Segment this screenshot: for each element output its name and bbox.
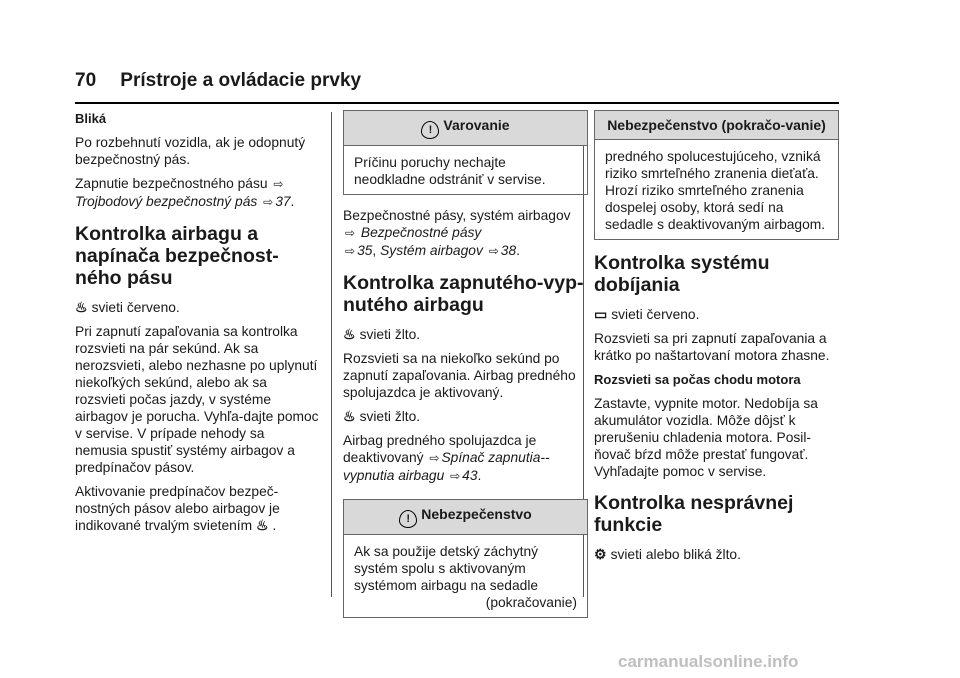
- section-heading: Kontrolka nesprávnej funkcie: [594, 492, 794, 536]
- warning-box: [343, 110, 588, 195]
- danger-title: Nebezpečenstvo (pokračo-vanie): [595, 111, 838, 140]
- paragraph: Bezpečnostné pásy, systém airbagov ⇨ Bezpečnostné pásy ⇨ 35, Systém airbagov ⇨ 38.: [343, 208, 571, 258]
- airbag-icon: ♨: [255, 517, 269, 533]
- danger-text: Ak sa použije detský záchytný systém spolu s aktivovaným systémom airbagu na sedadle: [354, 544, 539, 593]
- danger-text: predného spolucestujúceho, vzniká riziko smrteľného zranenia dieťaťa. Hrozí riziko smrteľného zranenia dospelej osoby, ktorá sedí na sedadle s deaktivovaným airbagom.: [605, 149, 826, 232]
- warning-icon: !: [399, 510, 417, 528]
- column-divider: [331, 112, 332, 597]
- cross-ref-link[interactable]: Systém airbagov: [380, 243, 483, 258]
- section-heading: Kontrolka airbagu a napínača bezpečnost-ného pásu: [75, 223, 279, 289]
- paragraph: ♨ svieti žlto.: [343, 326, 421, 342]
- arrow-icon: ⇨: [450, 469, 461, 483]
- subheading: Rozsvieti sa počas chodu motora: [594, 372, 801, 387]
- arrow-icon: ⇨: [273, 177, 284, 191]
- danger-title: Nebezpečenstvo: [421, 506, 532, 522]
- paragraph: Zastavte, vypnite motor. Nedobíja sa akumulátor vozidla. Môže dôjsť k prerušeniu chladenia motora. Posil-ňovač bŕzd môže prestať fungovať. Vyhľadajte pomoc v servise.: [594, 396, 818, 479]
- paragraph: Pri zapnutí zapaľovania sa kontrolka rozsvieti na pár sekúnd. Ak sa nerozsvieti, alebo nezhasne po uplynutí niekoľkých sekúnd, alebo ak sa rozsvieti počas jazdy, v systéme airbagov je porucha. Vyhľa-dajte pomoc v servise. V prípade nehody sa nemusia spustiť systémy airbagov a predpínačov pásov.: [75, 324, 319, 475]
- warning-icon: !: [421, 121, 439, 139]
- paragraph: Rozsvieti sa na niekoľko sekúnd po zapnutí zapaľovania. Airbag predného spolujazdca je aktivovaný.: [343, 351, 576, 400]
- cross-ref-link[interactable]: Spínač zapnutia-- vypnutia airbagu: [343, 450, 550, 483]
- paragraph: Zapnutie bezpečnostného pásu ⇨ Trojbodový bezpečnostný pás ⇨ 37.: [75, 176, 295, 209]
- check-engine-icon: ⚙: [594, 546, 607, 562]
- subheading: Bliká: [75, 111, 107, 126]
- battery-icon: ▭: [594, 306, 608, 322]
- cross-ref-link[interactable]: Bezpečnostné pásy: [360, 225, 482, 240]
- arrow-icon: ⇨: [263, 195, 274, 209]
- arrow-icon: ⇨: [429, 451, 440, 465]
- paragraph: ♨ svieti červeno.: [75, 299, 180, 315]
- arrow-icon: ⇨: [345, 226, 356, 240]
- page-header: [75, 70, 361, 92]
- paragraph: Po rozbehnutí vozidla, ak je odopnutý bezpečnostný pás.: [75, 135, 306, 167]
- danger-box: [343, 499, 588, 618]
- danger-box-continued: [594, 110, 839, 240]
- column-1: [75, 110, 320, 541]
- airbag-on-icon: ♨: [343, 326, 356, 342]
- header-rule: [75, 102, 839, 104]
- watermark: carmanualsonline.info: [618, 652, 799, 671]
- page-title: Prístroje a ovládacie prvky: [120, 70, 362, 91]
- paragraph: ♨ svieti žlto.: [343, 408, 421, 424]
- paragraph: Aktivovanie predpínačov bezpeč-nostných pásov alebo airbagov je indikované trvalým svietením ♨ .: [75, 484, 280, 533]
- warning-text: Príčinu poruchy nechajte neodkladne odstrániť v servise.: [354, 155, 546, 187]
- paragraph: ▭ svieti červeno.: [594, 306, 700, 322]
- paragraph: ⚙ svieti alebo bliká žlto.: [594, 546, 741, 562]
- arrow-icon: ⇨: [345, 244, 356, 258]
- section-heading: Kontrolka zapnutého-vyp-nutého airbagu: [343, 272, 584, 316]
- airbag-off-icon: ♨: [343, 408, 356, 424]
- column-2: [343, 110, 588, 630]
- airbag-icon: ♨: [75, 299, 88, 315]
- paragraph: Airbag predného spolujazdca je deaktivovaný ⇨ Spínač zapnutia-- vypnutia airbagu ⇨ 43.: [343, 433, 550, 483]
- warning-title: Varovanie: [443, 117, 510, 133]
- arrow-icon: ⇨: [488, 244, 499, 258]
- cross-ref-link[interactable]: Trojbodový bezpečnostný pás: [75, 194, 258, 209]
- paragraph: Rozsvieti sa pri zapnutí zapaľovania a krátko po naštartovaní motora zhasne.: [594, 331, 830, 363]
- continued-label: (pokračovanie): [485, 595, 577, 610]
- page-number: 70: [75, 70, 97, 91]
- section-heading: Kontrolka systému dobíjania: [594, 252, 770, 296]
- column-3: [594, 110, 839, 570]
